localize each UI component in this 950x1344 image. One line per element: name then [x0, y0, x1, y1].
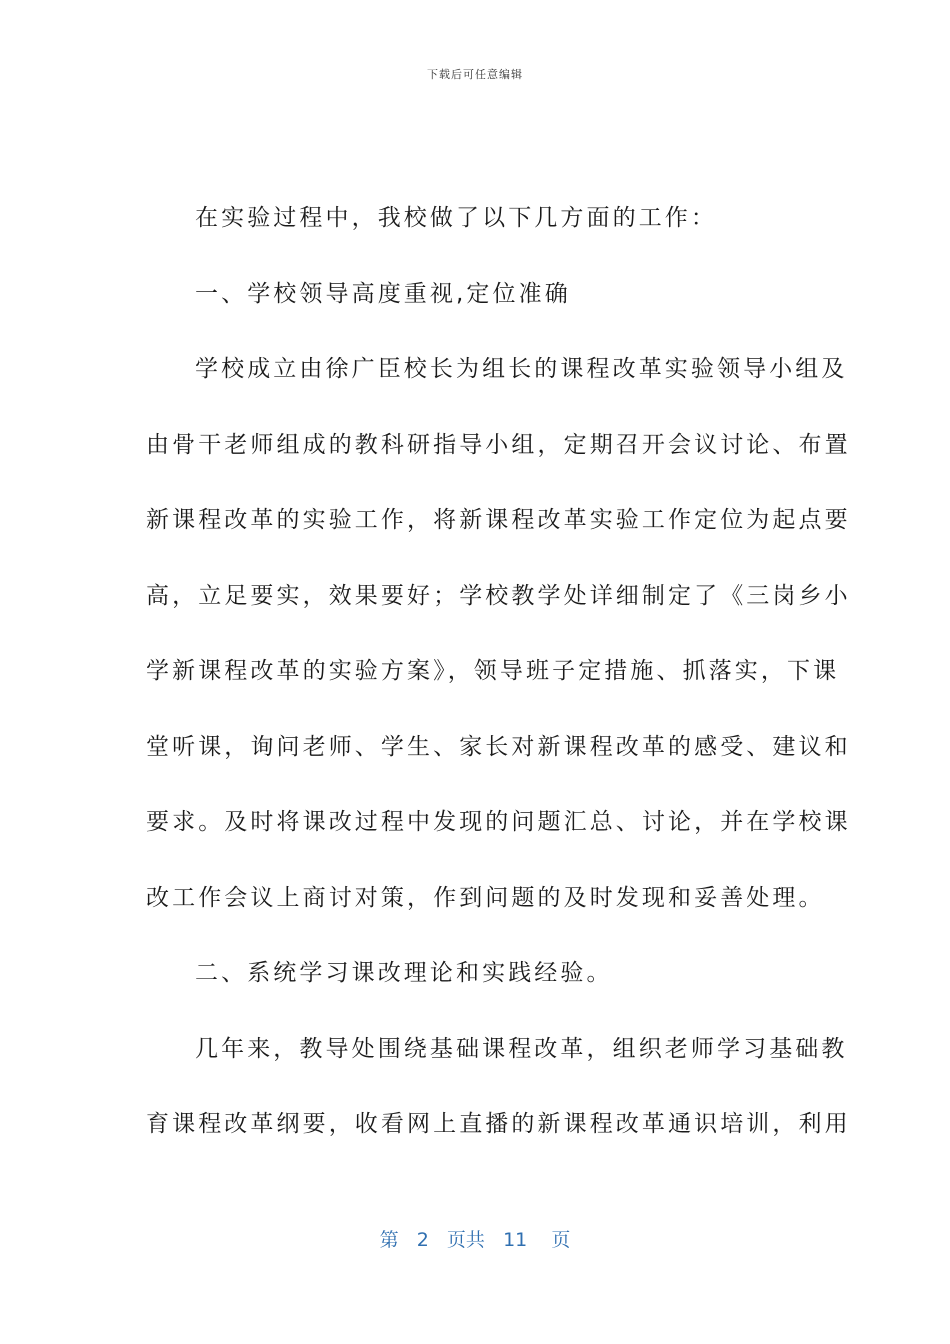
- paragraph-line: 高，立足要实，效果要好；学校教学处详细制定了《三岗乡小: [146, 582, 851, 609]
- section-heading: 一、学校领导高度重视,定位准确: [195, 280, 571, 307]
- footer-middle: 页共: [446, 1229, 485, 1251]
- paragraph-line: 学新课程改革的实验方案》，领导班子定措施、抓落实，下课: [146, 658, 840, 684]
- footer-suffix: 页: [551, 1229, 571, 1251]
- paragraph-line: 在实验过程中，我校做了以下几方面的工作：: [195, 205, 717, 231]
- paragraph-line: 学校成立由徐广臣校长为组长的课程改革实验领导小组及: [195, 356, 848, 382]
- section-heading: 二、系统学习课改理论和实践经验。: [195, 960, 613, 986]
- total-pages: 11: [503, 1229, 528, 1251]
- paragraph-line: 育课程改革纲要，收看网上直播的新课程改革通识培训，利用: [146, 1111, 851, 1137]
- page-header: 下载后可任意编辑: [427, 68, 523, 81]
- paragraph-line: 改工作会议上商讨对策，作到问题的及时发现和妥善处理。: [146, 884, 825, 911]
- paragraph-line: 新课程改革的实验工作，将新课程改革实验工作定位为起点要: [146, 507, 851, 533]
- paragraph-line: 要求。及时将课改过程中发现的问题汇总、讨论，并在学校课: [146, 809, 851, 835]
- document-body: [146, 199, 851, 1181]
- paragraph-line: 堂听课，询问老师、学生、家长对新课程改革的感受、建议和: [146, 733, 851, 760]
- page-number: 2: [416, 1229, 429, 1251]
- paragraph-line: 几年来，教导处围绕基础课程改革，组织老师学习基础教: [195, 1035, 848, 1062]
- footer-prefix: 第: [379, 1229, 399, 1251]
- page-footer: [0, 1225, 950, 1252]
- paragraph-line: 由骨干老师组成的教科研指导小组，定期召开会议讨论、布置: [146, 431, 851, 458]
